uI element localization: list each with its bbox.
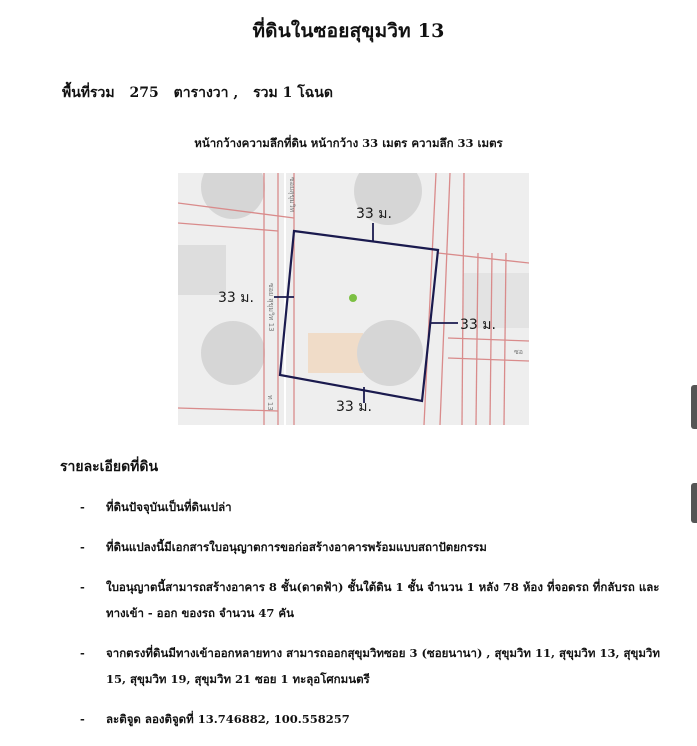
dimension-label-left: 33 ม. (218, 290, 254, 306)
dimension-label-top: 33 ม. (356, 206, 392, 222)
soi-label: ซอ (514, 348, 523, 356)
plot-map (178, 173, 529, 425)
building-block (178, 245, 226, 295)
building-block (308, 333, 363, 373)
dimension-label-bottom: 33 ม. (336, 399, 372, 415)
bullet-dash: - (80, 500, 85, 514)
list-item (80, 640, 660, 692)
area-summary (62, 82, 343, 104)
list-item-text: ละติจูด ลองติจูดที่ 13.746882, 100.558257 (106, 712, 350, 726)
list-item (80, 574, 660, 626)
frontage-depth: หน้ากว้างความลึกที่ดิน หน้ากว้าง 33 เมตร ความลึก 33 เมตร (194, 136, 503, 150)
list-item-text: จากตรงที่ดินมีทางเข้าออกหลายทาง สามารถออกสุขุมวิทซอย 3 (ซอยนานา) , สุขุมวิท 11, สุขุมวิท 13, สุขุมวิท 15, สุขุมวิท 19, สุขุมวิท 21 ซอย 1 ทะลุอโศกมนตรี (106, 646, 660, 686)
edge-artifact (691, 483, 697, 523)
list-item (80, 706, 660, 732)
tree-shape (201, 321, 265, 385)
list-item-text: ใบอนุญาตนี้สามารถสร้างอาคาร 8 ชั้น(ดาดฟ้า) ชั้นใต้ดิน 1 ชั้น จำนวน 1 หลัง 78 ห้อง ที่จอดรถ ที่กลับรถ และทางเข้า - ออก ของรถ จำนวน 47 คัน (106, 580, 660, 620)
list-item-text: ที่ดินแปลงนี้มีเอกสารใบอนุญาตการขอก่อสร้างอาคารพร้อมแบบสถาปัตยกรรม (106, 540, 487, 554)
bullet-dash: - (80, 646, 85, 660)
details-list (80, 494, 660, 746)
details-heading: รายละเอียดที่ดิน (60, 459, 159, 475)
bullet-dash: - (80, 712, 85, 726)
area-value: 275 (129, 85, 159, 101)
bullet-dash: - (80, 540, 85, 554)
edge-artifact (691, 385, 697, 429)
area-unit: ตารางวา , (173, 85, 239, 101)
street-label-bottom: ท 13 (266, 395, 274, 411)
area-label: พื้นที่รวม (62, 85, 115, 101)
list-item-text: ที่ดินปัจจุบันเป็นที่ดินเปล่า (106, 500, 232, 514)
tree-shape (357, 320, 423, 386)
street-label-top: ซอยสุขุมวิท (288, 177, 296, 213)
list-item (80, 534, 660, 560)
location-pin-icon (349, 294, 357, 302)
dimension-label-right: 33 ม. (460, 317, 496, 333)
deed-count: รวม 1 โฉนด (253, 85, 333, 101)
street-label-side: ซอย สุขุมวิท 13 (267, 283, 275, 332)
bullet-dash: - (80, 580, 85, 594)
list-item (80, 494, 660, 520)
document-title: ที่ดินในซอยสุขุมวิท 13 (252, 20, 445, 42)
